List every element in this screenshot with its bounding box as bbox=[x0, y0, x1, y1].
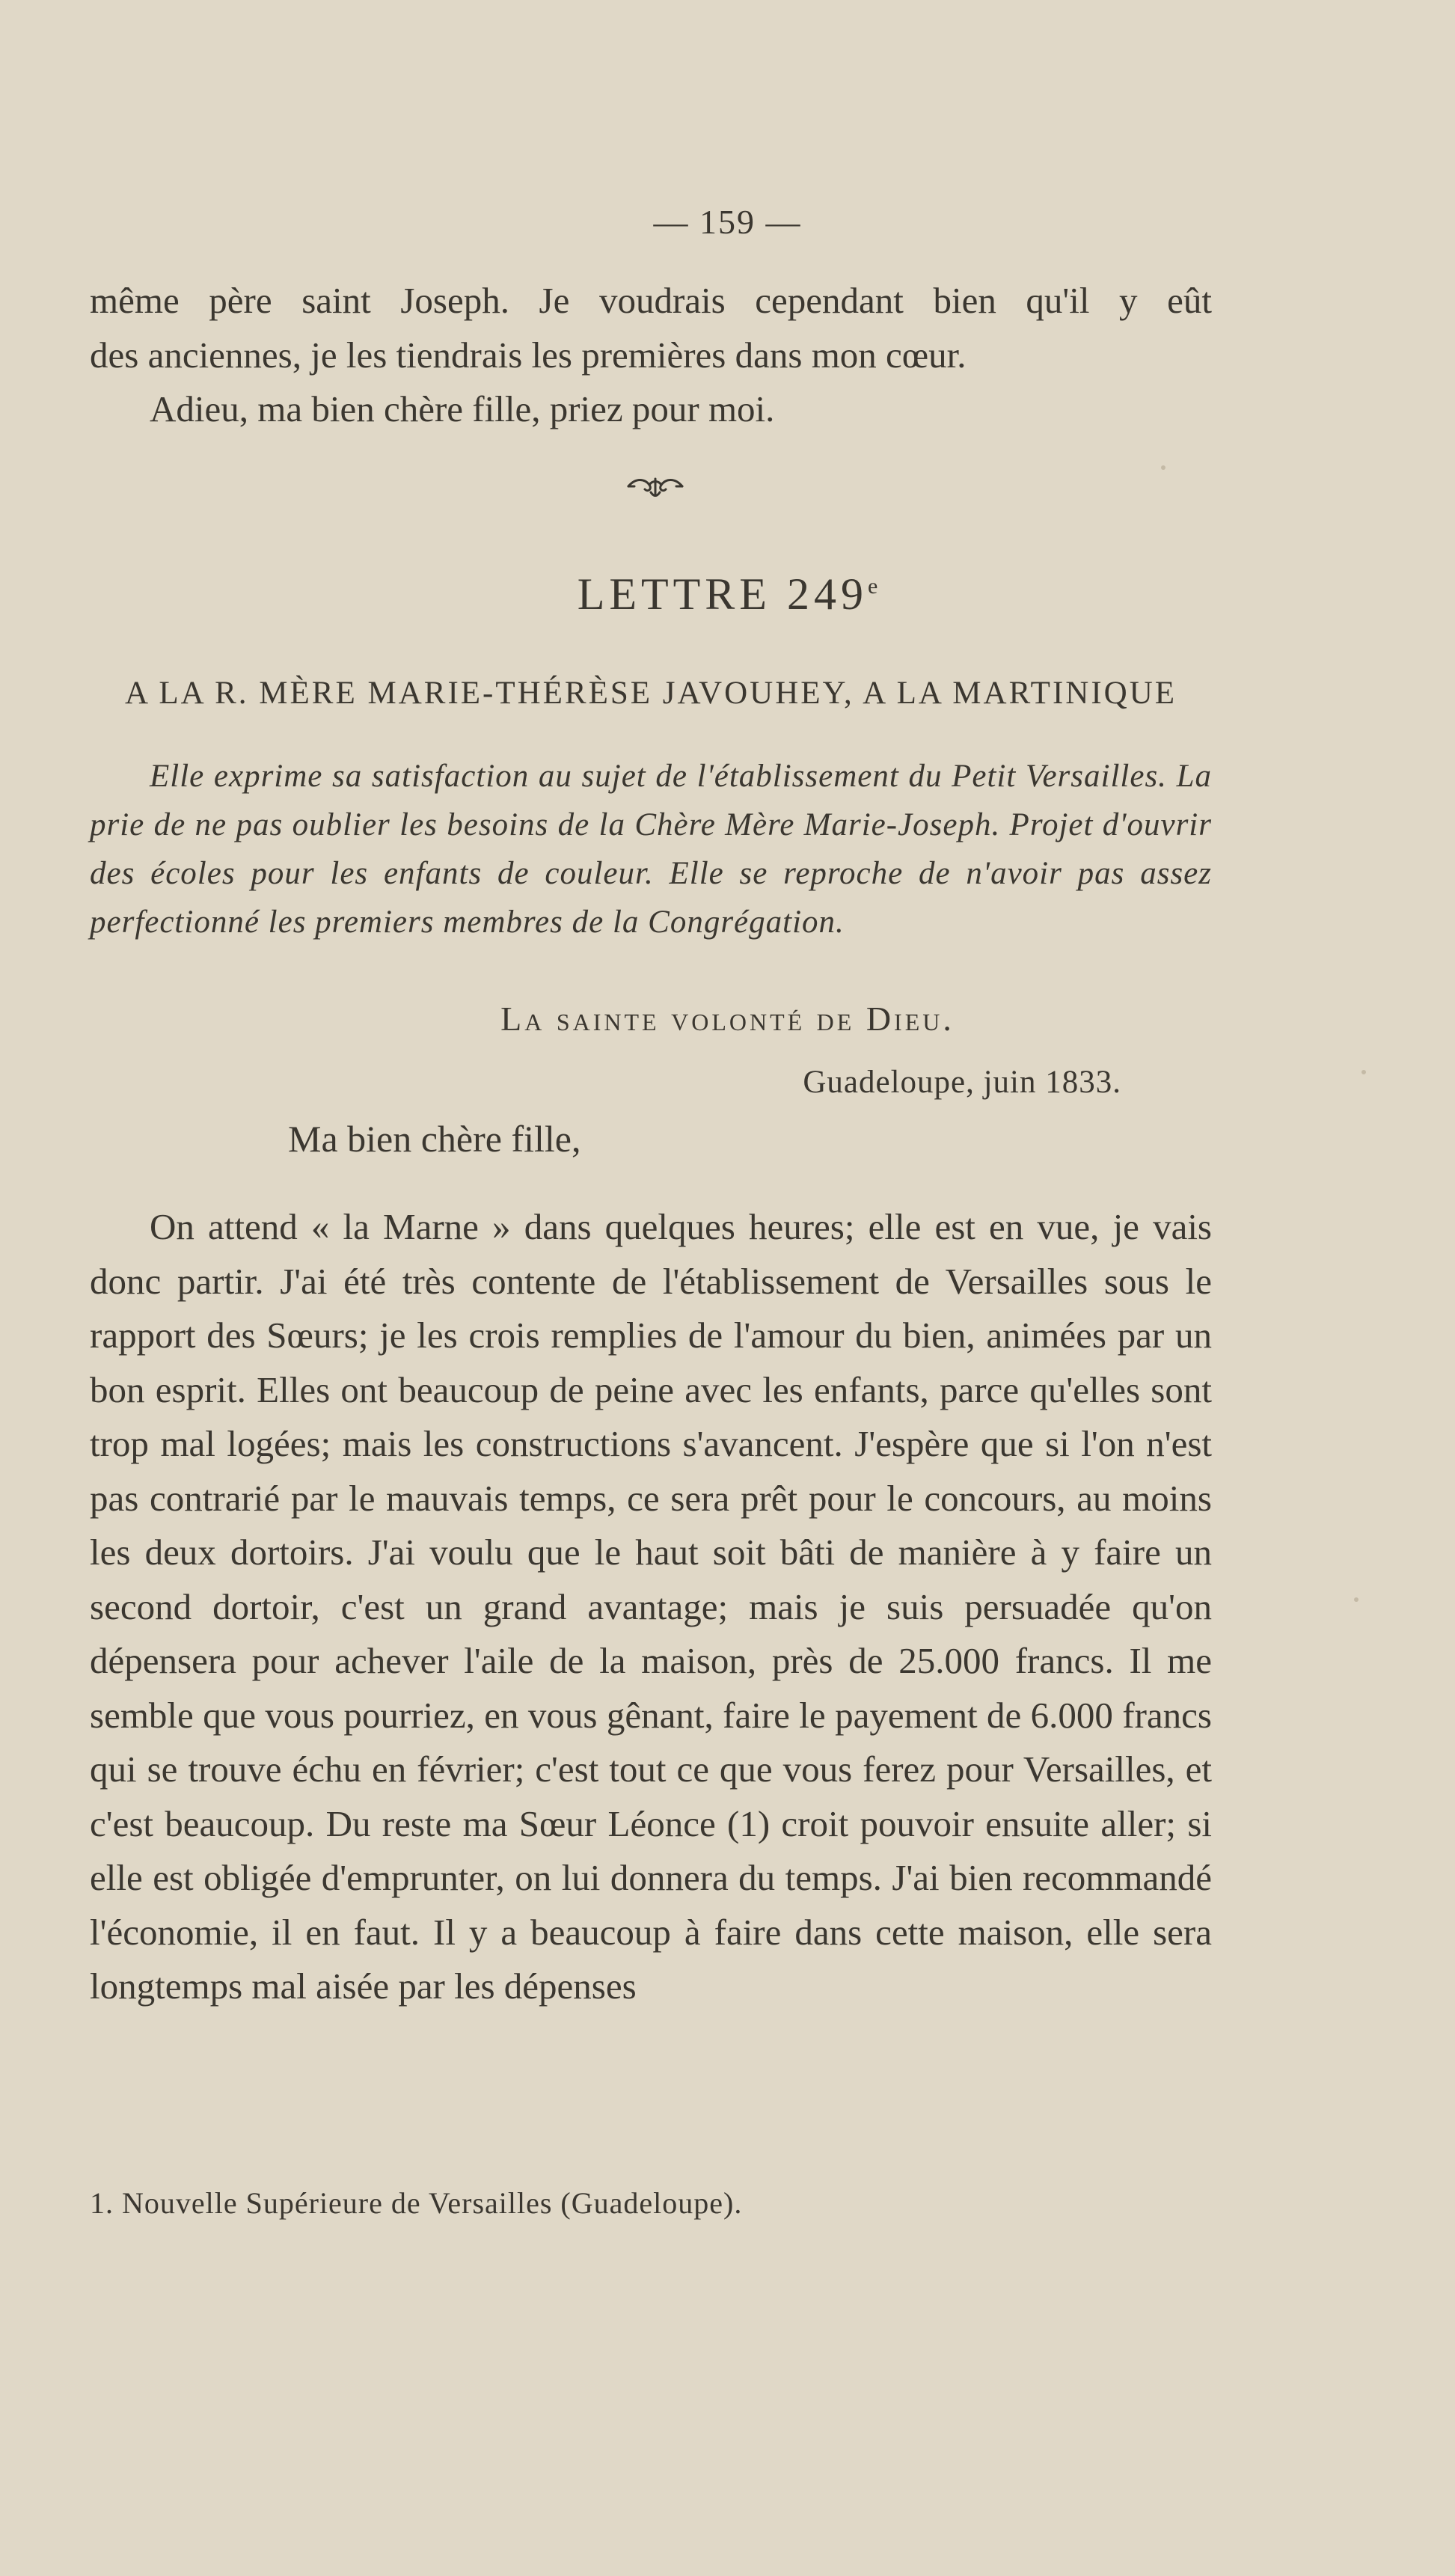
paper-speck bbox=[1161, 465, 1165, 470]
closing-line: Adieu, ma bien chère fille, priez pour moi. bbox=[150, 388, 775, 429]
page-number: — 159 — bbox=[653, 203, 802, 241]
paper-speck bbox=[1361, 1070, 1366, 1074]
letter-recipient: A LA R. MÈRE MARIE-THÉRÈSE JAVOUHEY, A LA MARTINIQUE bbox=[124, 676, 1177, 711]
letter-motto: La sainte volonté de Dieu. bbox=[500, 1000, 955, 1038]
text-line: des anciennes, je les tiendrais les premières dans mon cœur. bbox=[90, 334, 967, 376]
letter-salutation: Ma bien chère fille, bbox=[288, 1118, 581, 1160]
letter-summary: Elle exprime sa satisfaction au sujet de l'établissement du Petit Versailles. La prie de ne pas oublier les besoins de la Chère Mère Marie-Joseph. Projet d'ouvrir des écoles pour les enfants de couleur. Elle se reproche de n'avoir pas assez perfectionné les premiers membres de la Congrégation. bbox=[90, 759, 1212, 940]
paper-speck bbox=[1354, 1597, 1358, 1602]
text-line: même père saint Joseph. Je voudrais cependant bien qu'il y eût bbox=[90, 280, 1212, 321]
footnote: 1. Nouvelle Supérieure de Versailles (Guadeloupe). bbox=[90, 2186, 743, 2220]
continued-text bbox=[90, 274, 1212, 437]
letter-dateline: Guadeloupe, juin 1833. bbox=[803, 1065, 1121, 1100]
letter-body bbox=[90, 1200, 1212, 2014]
letter-title bbox=[0, 569, 1455, 620]
letter-body-paragraph: On attend « la Marne » dans quelques heures; elle est en vue, je vais donc partir. J'ai été très contente de l'établissement de Versailles sous le rapport des Sœurs; je les crois remplies de l'amour du bien, animées par un bon esprit. Elles ont beaucoup de peine avec les enfants, parce qu'elles sont trop mal logées; mais les constructions s'avancent. J'espère que si l'on n'est pas contrarié par le mauvais temps, ce sera prêt pour le concours, au moins les deux dortoirs. J'ai voulu que le haut soit bâti de manière à y faire un second dortoir, c'est un grand avantage; mais je suis persuadée qu'on dépensera pour achever l'aile de la maison, près de 25.000 francs. Il me semble que vous pourriez, en vous gênant, faire le payement de 6.000 francs qui se trouve échu en février; c'est tout ce que vous ferez pour Versailles, et c'est beaucoup. Du reste ma Sœur Léonce (1) croit pouvoir ensuite aller; si elle est obligée d'emprunter, on lui donnera du temps. J'ai bien recommandé l'économie, il en faut. Il y a beaucoup à faire dans cette maison, elle sera longtemps mal aisée par les dépenses bbox=[90, 1206, 1212, 2007]
fleuron-ornament-icon bbox=[625, 470, 685, 500]
letter-title-text: LETTRE 249 bbox=[577, 569, 868, 619]
letter-title-superscript: e bbox=[867, 574, 878, 599]
